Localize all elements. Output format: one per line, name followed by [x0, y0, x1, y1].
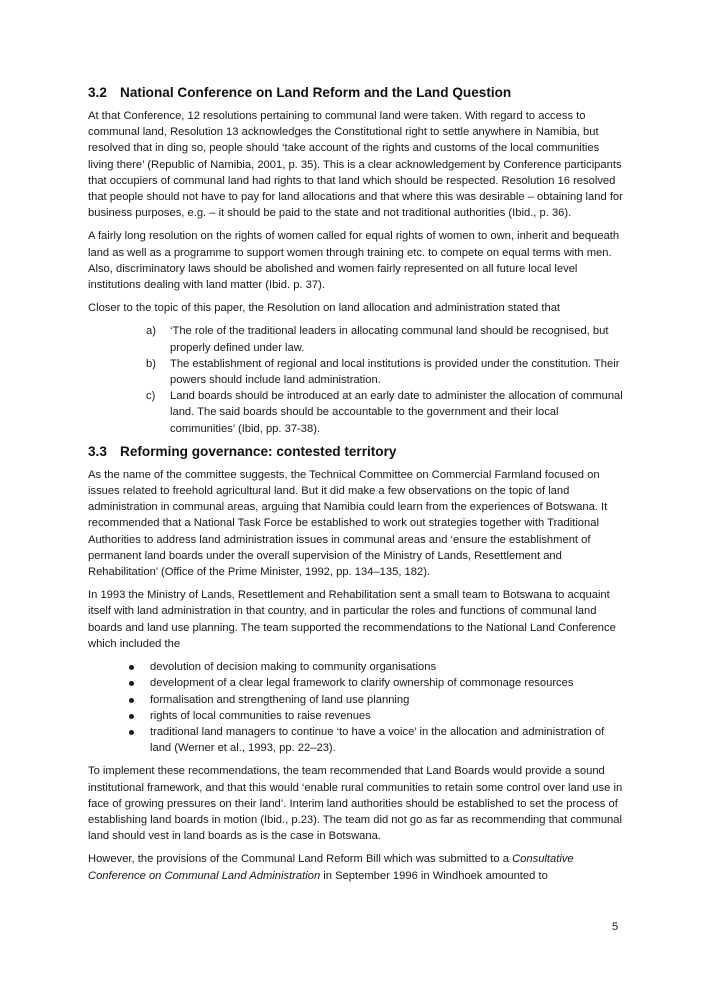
list-marker: a): [146, 325, 156, 338]
document-page: [88, 84, 624, 891]
list-item-text: rights of local communities to raise revenues: [150, 709, 371, 722]
paragraph: Closer to the topic of this paper, the Resolution on land allocation and administration stated that: [88, 302, 561, 315]
list-item: [88, 708, 624, 724]
list-item-text: Land boards should be introduced at an early date to administer the allocation of communal land. The said boards should be accountable to the government and their local communities’ (Ibid, pp. 37-38).: [170, 390, 623, 435]
paragraph-text: in September 1996 in Windhoek amounted to: [320, 869, 548, 882]
section-heading-3-2: [88, 84, 624, 102]
recommendation-list: [88, 659, 624, 756]
paragraph: To implement these recommendations, the team recommended that Land Boards would provide a sound institutional framework, and that this would ‘enable rural communities to retain some control over land use in face of growing pressures on their land’. Interim land authorities should be established to set the process of establishing land boards in motion (Ibid., p.23). The team did not go as far as recommending that communal land should vest in land boards as is the case in Botswana.: [88, 765, 623, 843]
section-title: National Conference on Land Reform and the Land Question: [120, 85, 512, 100]
list-item: [88, 356, 624, 388]
page-number: 5: [612, 921, 619, 933]
list-item: [88, 724, 624, 756]
bullet-icon: [129, 714, 134, 719]
list-item: [88, 659, 624, 675]
list-item-text: The establishment of regional and local institutions is provided under the constitution. Their powers should include land administration.: [170, 357, 620, 387]
section-heading-3-3: [88, 443, 624, 461]
paragraph: At that Conference, 12 resolutions pertaining to communal land were taken. With regard to access to communal land, Resolution 13 acknowledges the Constitutional right to settle anywhere in Namibia, but resolved that in ding so, people should ‘take account of the rights and customs of the local communities living there’ (Republic of Namibia, 2001, p. 35). This is a clear acknowledgement by Conference participants that occupiers of communal land had rights to that land which should be respected. Resolution 16 resolved that people should not have to pay for land allocations and that where this was desirable – obtaining land for business purposes, e.g. – it should be paid to the state and not traditional authorities (Ibid., p. 36).: [88, 110, 623, 220]
list-item-text: ‘The role of the traditional leaders in allocating communal land should be recognised, but properly defined under law.: [170, 325, 609, 354]
paragraph: As the name of the committee suggests, the Technical Committee on Commercial Farmland focused on issues related to freehold agricultural land. But it did make a few observations on the topic of land administration in communal areas, arguing that Namibia could learn from the experiences of Botswana. It recommended that a National Task Force be established to work out strategies together with Traditional Authorities to address land administration issues in communal areas and ‘ensure the establishment of permanent land boards under the overall supervision of the Ministry of Lands, Resettlement and Rehabilitation’ (Office of the Prime Minister, 1992, pp. 134–135, 182).: [88, 468, 608, 579]
section-number: 3.3: [88, 443, 107, 459]
list-item: [88, 323, 624, 355]
bullet-icon: [129, 665, 134, 670]
list-item: [88, 692, 624, 708]
bullet-icon: [129, 730, 134, 735]
paragraph: In 1993 the Ministry of Lands, Resettlement and Rehabilitation sent a small team to Botswana to acquaint itself with land administration in that country, and in particular the roles and functions of communal land boards and land use planning. The team supported the recommendations to the National Land Conference which included the: [88, 589, 616, 650]
list-item-text: devolution of decision making to community organisations: [150, 661, 437, 674]
paragraph: [88, 851, 624, 883]
list-item-text: development of a clear legal framework to clarify ownership of commonage resources: [150, 677, 574, 690]
list-marker: b): [146, 357, 156, 370]
list-item: [88, 675, 624, 691]
paragraph-text: However, the provisions of the Communal Land Reform Bill which was submitted to a: [88, 853, 513, 866]
list-marker: c): [146, 390, 156, 403]
resolution-list: [88, 323, 624, 436]
bullet-icon: [129, 681, 134, 686]
list-item: [88, 388, 624, 437]
conference-title: Consultative Conference on Communal Land Administration: [88, 853, 574, 882]
section-number: 3.2: [88, 85, 107, 100]
section-title: Reforming governance: contested territory: [120, 443, 397, 459]
bullet-icon: [129, 698, 134, 703]
list-item-text: traditional land managers to continue ‘to have a voice’ in the allocation and administration of land (Werner et al., 1993, pp. 22–23).: [150, 725, 605, 755]
paragraph: A fairly long resolution on the rights of women called for equal rights of women to own, inherit and bequeath land as well as a programme to support women through training etc. to compete on equal terms with men. Also, discriminatory laws should be abolished and women fairly represented on all future local level institutions dealing with land matter (Ibid. p. 37).: [88, 230, 620, 292]
list-item-text: formalisation and strengthening of land use planning: [150, 693, 410, 706]
